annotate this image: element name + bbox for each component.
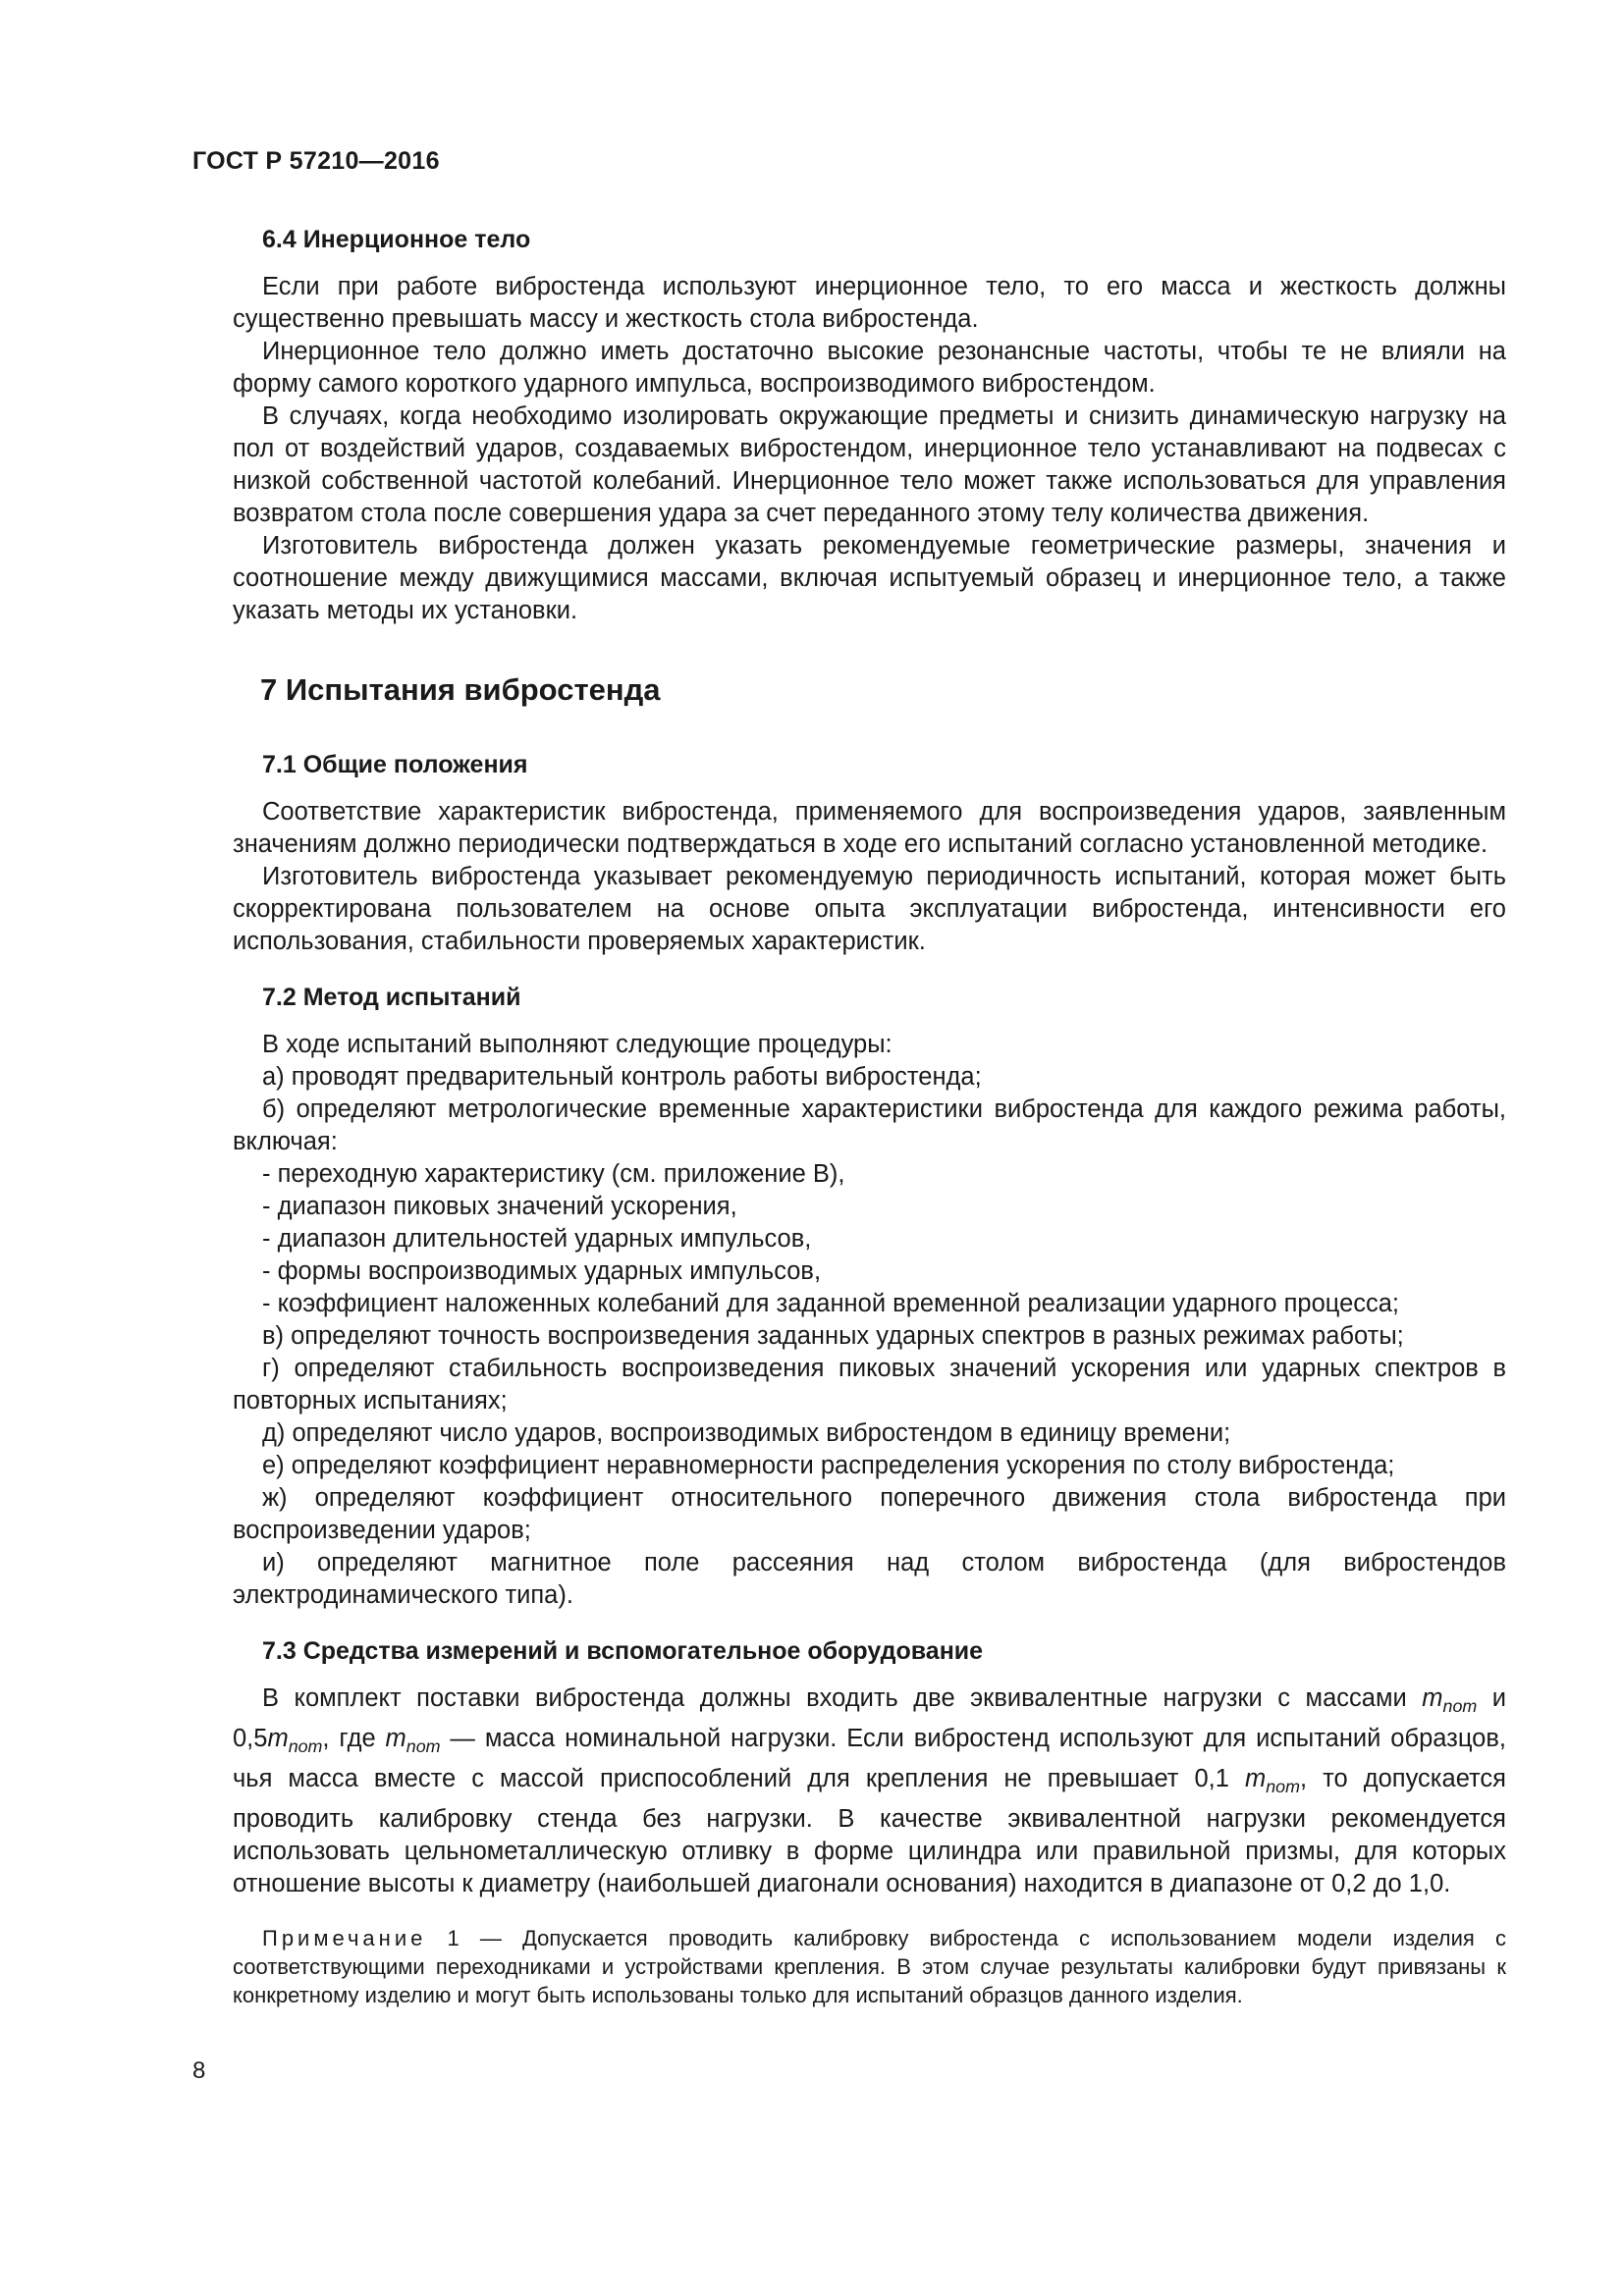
paragraph: Соответствие характеристик вибростенда, применяемого для воспроизведения ударов, заявленным значениям должно периодически подтверждаться в ходе его испытаний согласно установленной методике. [233, 798, 1506, 858]
section-7-2-title: 7.2 Метод испытаний [262, 984, 521, 1011]
list-item: в) определяют точность воспроизведения заданных ударных спектров в разных режимах работы; [262, 1322, 1404, 1350]
dash-item: - диапазон пиковых значений ускорения, [262, 1193, 737, 1220]
list-item: ж) определяют коэффициент относительного поперечного движения стола вибростенда при воспроизведении ударов; [233, 1484, 1506, 1544]
dash-item: - коэффициент наложенных колебаний для заданной временной реализации ударного процесса; [262, 1290, 1400, 1317]
section-7-3-title: 7.3 Средства измерений и вспомогательное оборудование [262, 1637, 984, 1665]
page-content [233, 222, 1506, 2009]
dash-item: - переходную характеристику (см. приложение В), [262, 1160, 845, 1188]
paragraph: Инерционное тело должно иметь достаточно высокие резонансные частоты, чтобы те не влияли на форму самого короткого ударного импульса, воспроизводимого вибростендом. [233, 338, 1506, 398]
paragraph: Изготовитель вибростенда указывает рекомендуемую периодичность испытаний, которая может быть скорректирована пользователем на основе опыта эксплуатации вибростенда, интенсивности его использования, стабильности проверяемых характеристик. [233, 863, 1506, 955]
paragraph: В ходе испытаний выполняют следующие процедуры: [262, 1031, 893, 1058]
section-6-4-title: 6.4 Инерционное тело [262, 226, 531, 253]
section-7-title: 7 Испытания вибростенда [260, 672, 661, 707]
list-item: г) определяют стабильность воспроизведения пиковых значений ускорения или ударных спектров в повторных испытаниях; [233, 1355, 1506, 1415]
list-item: и) определяют магнитное поле рассеяния над столом вибростенда (для вибростендов электродинамического типа). [233, 1549, 1506, 1609]
list-item: е) определяют коэффициент неравномерности распределения ускорения по столу вибростенда; [262, 1452, 1395, 1479]
dash-item: - диапазон длительностей ударных импульсов, [262, 1225, 812, 1253]
note [233, 1924, 1506, 2009]
note-label: Примечание [262, 1926, 427, 1951]
document-header: ГОСТ Р 57210—2016 [192, 147, 440, 175]
dash-item: - формы воспроизводимых ударных импульсов, [262, 1257, 822, 1285]
section-7-1-title: 7.1 Общие положения [262, 751, 528, 778]
paragraph: Изготовитель вибростенда должен указать рекомендуемые геометрические размеры, значения и соотношение между движущимися массами, включая испытуемый образец и инерционное тело, а также указать методы их установки. [233, 532, 1506, 624]
paragraph: Если при работе вибростенда используют инерционное тело, то его масса и жесткость должны существенно превышать массу и жесткость стола вибростенда. [233, 273, 1506, 333]
note-text: 1 — Допускается проводить калибровку вибростенда с использованием модели изделия с соответствующими переходниками и устройствами крепления. В этом случае результаты калибровки будут привязаны к конкретному изделию и могут быть использованы только для испытаний образцов данного изделия. [233, 1926, 1506, 2008]
list-item: а) проводят предварительный контроль работы вибростенда; [262, 1063, 982, 1091]
paragraph-formula: В комплект поставки вибростенда должны входить две эквивалентные нагрузки с массами $m_{nom}$ и $0,5m_{nom}$, где $m_{nom}$ — масса номинальной нагрузки. Если вибростенд используют для испытаний образцов, чья масса вместе с массой приспособлений для крепления не превышает 0,1 $m_{nom}$, то допускается проводить калибровку стенда без нагрузки. В качестве эквивалентной нагрузки рекомендуется использовать цельнометаллическую отливку в форме цилиндра или правильной призмы, для которых отношение высоты к диаметру (наибольшей диагонали основания) находится в диапазоне от 0,2 до 1,0. [233, 1684, 1507, 1898]
page-number: 8 [192, 2057, 206, 2084]
paragraph: В случаях, когда необходимо изолировать окружающие предметы и снизить динамическую нагрузку на пол от воздействий ударов, создаваемых вибростендом, инерционное тело устанавливают на подвесах с низкой собственной частотой колебаний. Инерционное тело может также использоваться для управления возвратом стола после совершения удара за счет переданного этому телу количества движения. [233, 402, 1506, 527]
list-item: б) определяют метрологические временные характеристики вибростенда для каждого режима работы, включая: [233, 1095, 1506, 1155]
list-item: д) определяют число ударов, воспроизводимых вибростендом в единицу времени; [262, 1419, 1231, 1447]
